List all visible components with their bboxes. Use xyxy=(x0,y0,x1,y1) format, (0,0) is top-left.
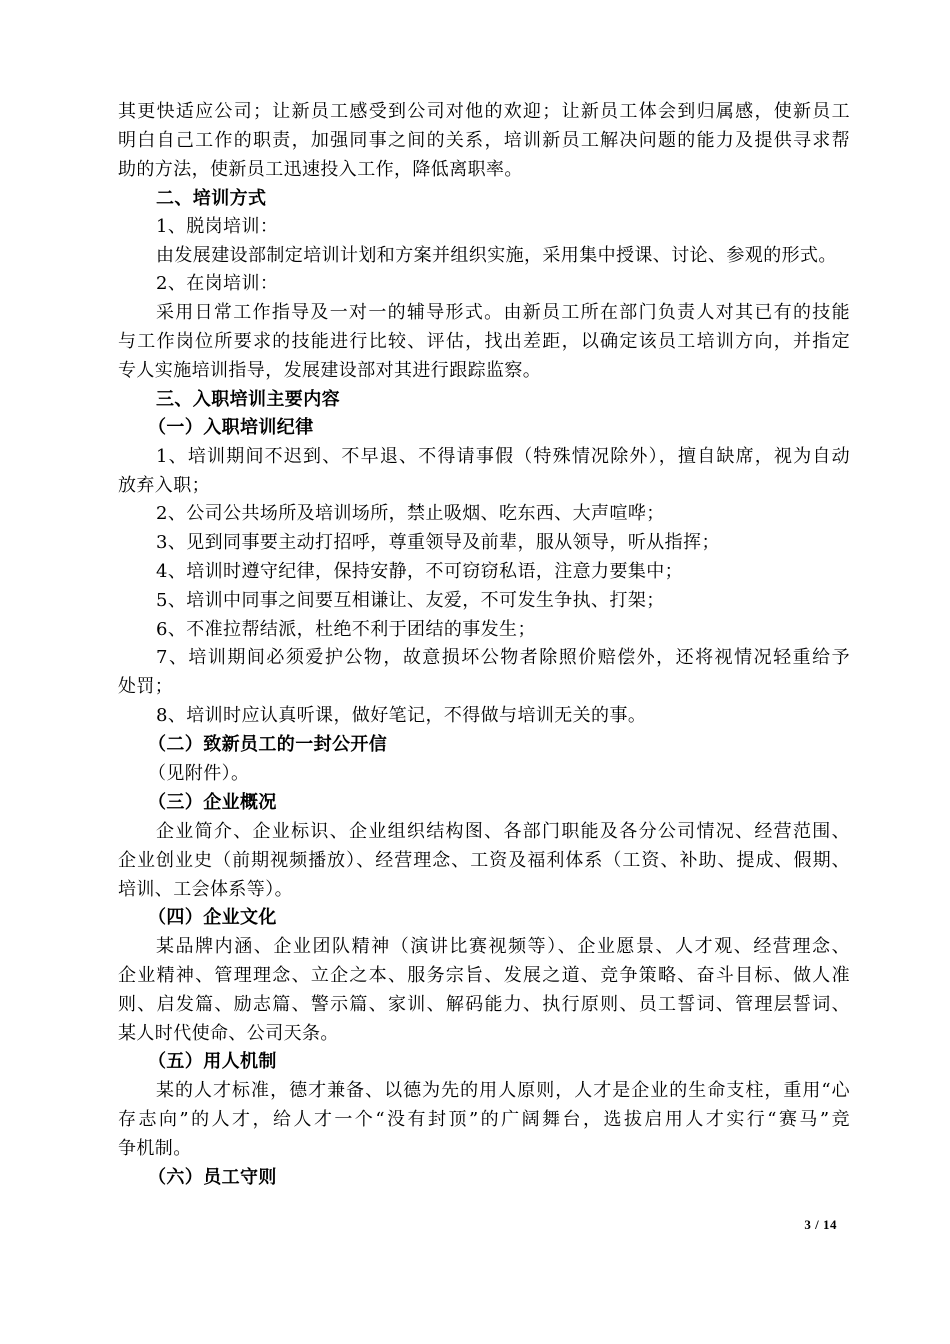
subsection-heading: （二）致新员工的一封公开信 xyxy=(148,734,388,755)
paragraph-line: 某的人才标准，德才兼备、以德为先的用人原则，人才是企业的生命支柱，重用“心 xyxy=(156,1080,850,1101)
list-item: 4、培训时遵守纪律，保持安静，不可窃窃私语，注意力要集中； xyxy=(156,561,684,582)
paragraph-line: 企业创业史（前期视频播放）、经营理念、工资及福利体系（工资、补助、提成、假期、 xyxy=(118,850,850,871)
subsection-heading: （四）企业文化 xyxy=(148,907,277,928)
paragraph-line: 企业精神、管理理念、立企之本、服务宗旨、发展之道、竞争策略、奋斗目标、做人准 xyxy=(118,965,850,986)
subsection-heading: （三）企业概况 xyxy=(148,792,277,813)
list-item: 6、不准拉帮结派，杜绝不利于团结的事发生； xyxy=(156,619,536,640)
paragraph-line: 培训、工会体系等）。 xyxy=(118,879,293,900)
paragraph-line: 助的方法，使新员工迅速投入工作，降低离职率。 xyxy=(118,159,523,180)
paragraph-line: 其更快适应公司；让新员工感受到公司对他的欢迎；让新员工体会到归属感，使新员工 xyxy=(118,101,850,122)
paragraph-line: 企业简介、企业标识、企业组织结构图、各部门职能及各分公司情况、经营范围、 xyxy=(156,821,850,842)
subheading: 2、在岗培训： xyxy=(156,273,279,294)
list-item: 5、培训中同事之间要互相谦让、友爱，不可发生争执、打架； xyxy=(156,590,665,611)
paragraph-line: 则、启发篇、励志篇、警示篇、家训、解码能力、执行原则、员工誓词、管理层誓词、 xyxy=(118,994,850,1015)
subsection-heading: （五）用人机制 xyxy=(148,1051,277,1072)
subsection-heading: （六）员工守则 xyxy=(148,1167,277,1188)
subheading: 1、脱岗培训： xyxy=(156,216,279,237)
paragraph-line: 某人时代使命、公司天条。 xyxy=(118,1023,339,1044)
list-item: 2、公司公共场所及培训场所，禁止吸烟、吃东西、大声喧哗； xyxy=(156,503,665,524)
list-item: 7、培训期间必须爱护公物，故意损坏公物者除照价赔偿外，还将视情况轻重给予 xyxy=(156,647,850,668)
paragraph-line: 采用日常工作指导及一对一的辅导形式。由新员工所在部门负责人对其已有的技能 xyxy=(156,302,850,323)
section-heading: 二、培训方式 xyxy=(156,188,267,209)
section-heading: 三、入职培训主要内容 xyxy=(156,389,340,410)
paragraph-line: 放弃入职； xyxy=(118,475,210,496)
list-item: 1、培训期间不迟到、不早退、不得请事假（特殊情况除外），擅自缺席，视为自动 xyxy=(156,446,850,467)
paragraph-line: 明白自己工作的职责，加强同事之间的关系，培训新员工解决问题的能力及提供寻求帮 xyxy=(118,130,850,151)
paragraph-line: 争机制。 xyxy=(118,1138,192,1159)
paragraph-line: 处罚； xyxy=(118,676,174,697)
paragraph-line: 专人实施培训指导，发展建设部对其进行跟踪监察。 xyxy=(118,360,542,381)
paragraph-line: 存志向”的人才，给人才一个“没有封顶”的广阔舞台，选拔启用人才实行“赛马”竞 xyxy=(118,1109,850,1130)
paragraph-line: 与工作岗位所要求的技能进行比较、评估，找出差距，以确定该员工培训方向，并指定 xyxy=(118,331,850,352)
paragraph-line: 某品牌内涵、企业团队精神（演讲比赛视频等）、企业愿景、人才观、经营理念、 xyxy=(156,936,850,957)
list-item: 3、见到同事要主动打招呼，尊重领导及前辈，服从领导，听从指挥； xyxy=(156,532,720,553)
page-number: 3 / 14 xyxy=(804,1217,837,1232)
paragraph-line: 由发展建设部制定培训计划和方案并组织实施，采用集中授课、讨论、参观的形式。 xyxy=(156,245,837,266)
subsection-heading: （一）入职培训纪律 xyxy=(148,417,314,438)
list-item: 8、培训时应认真听课，做好笔记，不得做与培训无关的事。 xyxy=(156,705,647,726)
paragraph-line: （见附件）。 xyxy=(148,763,250,784)
